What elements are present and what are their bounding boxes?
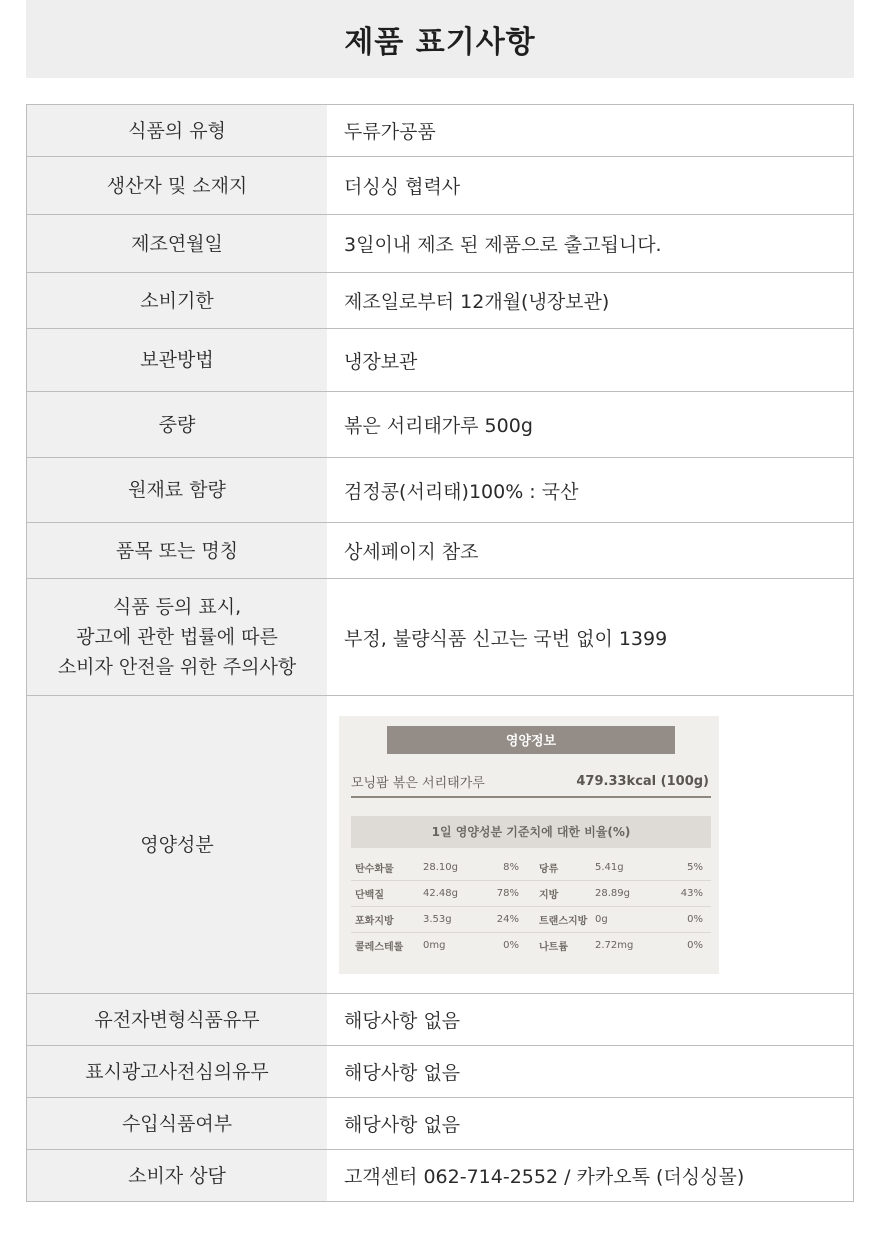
nutrient-amount: 28.89g	[595, 887, 630, 899]
row-label: 식품의 유형	[27, 105, 327, 156]
row-label: 표시광고사전심의유무	[27, 1046, 327, 1097]
nutrition-grid-row	[351, 855, 711, 881]
nutrient-name: 지방	[539, 889, 559, 901]
nutrition-cell	[327, 696, 853, 993]
caution-label-line: 광고에 관한 법률에 따른	[76, 626, 278, 648]
row-value: 더싱싱 협력사	[344, 176, 461, 198]
row-label: 수입식품여부	[27, 1098, 327, 1149]
nutrition-calories: 479.33kcal (100g)	[576, 774, 709, 789]
nutrient-percent: 0%	[503, 940, 519, 951]
row-food-type	[27, 105, 853, 157]
nutrition-product-name: 모닝팜 볶은 서리태가루	[351, 776, 485, 791]
row-label	[27, 579, 327, 695]
row-manufacture-date	[27, 215, 853, 273]
caution-label-line: 식품 등의 표시,	[112, 596, 242, 618]
row-label: 소비자 상담	[27, 1150, 327, 1201]
row-ad-review	[27, 1046, 853, 1098]
nutrition-header: 영양정보	[387, 726, 675, 754]
nutrient-percent: 8%	[503, 861, 519, 873]
nutrition-grid-row	[351, 907, 711, 933]
row-nutrition	[27, 696, 853, 994]
row-storage	[27, 329, 853, 392]
row-value: 상세페이지 참조	[344, 541, 479, 563]
nutrient-percent: 43%	[680, 887, 703, 899]
row-label: 보관방법	[27, 329, 327, 391]
row-label: 원재료 함량	[27, 458, 327, 522]
nutrient-amount: 0mg	[423, 940, 446, 951]
nutrient-name: 포화지방	[355, 915, 394, 927]
row-value: 검정콩(서리태)100% : 국산	[344, 480, 579, 503]
row-value: 해당사항 없음	[344, 1114, 461, 1136]
row-imported	[27, 1098, 853, 1150]
row-value: 볶은 서리태가루 500g	[344, 415, 533, 437]
row-safety-caution	[27, 579, 853, 696]
row-label: 영양성분	[27, 696, 327, 993]
nutrient-name: 트랜스지방	[539, 915, 588, 927]
row-label: 품목 또는 명칭	[27, 523, 327, 578]
row-gmo	[27, 994, 853, 1046]
nutrient-name: 당류	[539, 863, 559, 875]
title-bar	[26, 0, 854, 78]
row-value: 제조일로부터 12개월(냉장보관)	[344, 291, 610, 313]
nutrient-amount: 28.10g	[423, 861, 458, 873]
row-value: 냉장보관	[344, 350, 418, 373]
nutrition-grid-row	[351, 881, 711, 907]
row-label: 유전자변형식품유무	[27, 994, 327, 1045]
nutrition-grid-row	[351, 933, 711, 959]
nutrition-product-line	[351, 768, 711, 798]
nutrient-amount: 42.48g	[423, 887, 458, 899]
nutrient-name: 단백질	[355, 889, 384, 901]
nutrient-amount: 3.53g	[423, 913, 452, 925]
page-title: 제품 표기사항	[344, 25, 536, 60]
row-ingredients	[27, 458, 853, 523]
nutrition-grid	[351, 855, 711, 959]
caution-label-line: 소비자 안전을 위한 주의사항	[57, 656, 297, 678]
row-value: 고객센터 062-714-2552 / 카카오톡 (더싱싱몰)	[344, 1166, 745, 1188]
row-consumer-consult	[27, 1150, 853, 1202]
row-expiry	[27, 273, 853, 329]
nutrient-percent: 0%	[687, 940, 703, 951]
nutrition-facts-panel	[339, 716, 719, 974]
row-value: 해당사항 없음	[344, 1062, 461, 1084]
row-producer	[27, 157, 853, 215]
nutrient-amount: 5.41g	[595, 861, 624, 873]
row-label: 중량	[27, 392, 327, 457]
row-value: 3일이내 제조 된 제품으로 출고됩니다.	[344, 234, 662, 256]
nutrient-amount: 2.72mg	[595, 940, 634, 951]
caution-label-lines	[58, 592, 296, 682]
nutrient-name: 탄수화물	[355, 863, 394, 875]
nutrient-percent: 0%	[687, 913, 703, 925]
nutrient-percent: 78%	[496, 887, 519, 899]
nutrient-name: 콜레스테롤	[355, 942, 404, 953]
nutrient-percent: 5%	[687, 861, 703, 873]
row-item-name	[27, 523, 853, 579]
nutrient-percent: 24%	[496, 913, 519, 925]
nutrient-amount: 0g	[595, 913, 608, 925]
row-value: 부정, 불량식품 신고는 국번 없이 1399	[344, 627, 668, 650]
nutrition-subheader: 1일 영양성분 기준치에 대한 비율(%)	[351, 816, 711, 848]
product-info-table	[26, 104, 854, 1202]
row-value: 해당사항 없음	[344, 1010, 461, 1032]
row-label: 제조연월일	[27, 215, 327, 272]
row-value: 두류가공품	[344, 121, 436, 143]
row-label: 생산자 및 소재지	[27, 157, 327, 214]
row-weight	[27, 392, 853, 458]
nutrient-name: 나트륨	[539, 942, 568, 953]
row-label: 소비기한	[27, 273, 327, 328]
